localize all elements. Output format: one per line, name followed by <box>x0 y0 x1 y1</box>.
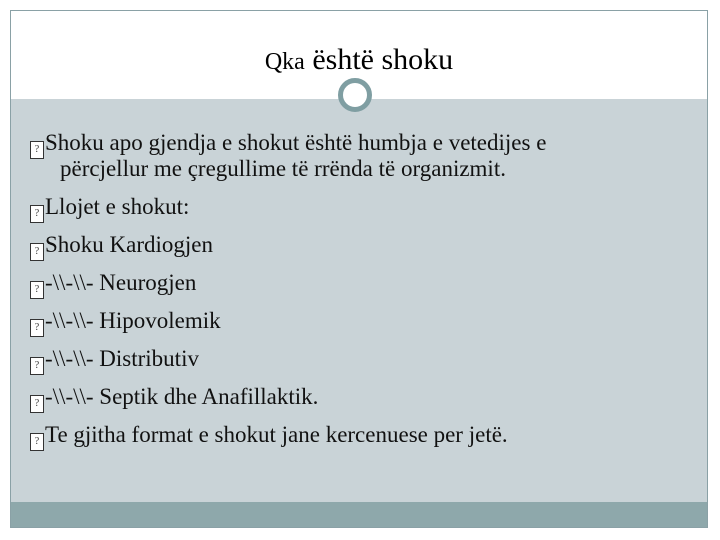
bottom-bar <box>11 502 707 527</box>
bullet-marker-icon: ? <box>30 243 44 261</box>
list-item: ? Llojet e shokut: <box>30 188 690 226</box>
bullet-marker-icon: ? <box>30 205 44 223</box>
circle-ornament-icon <box>338 78 372 112</box>
bullet-marker-icon: ? <box>30 281 44 299</box>
bullet-list <box>30 124 690 454</box>
list-item: ? -\\-\\- Distributiv <box>30 340 690 378</box>
list-item: ? Te gjitha format e shokut jane kercenuese per jetë. <box>30 416 690 454</box>
bullet-marker-icon: ? <box>30 433 44 451</box>
bullet-marker-icon: ? <box>30 141 44 159</box>
list-item: ? -\\-\\- Neurogjen <box>30 264 690 302</box>
bullet-marker-icon: ? <box>30 395 44 413</box>
list-item: ? Shoku Kardiogjen <box>30 226 690 264</box>
title-rest: është shoku <box>304 43 454 76</box>
title-prefix: Qka <box>264 49 305 75</box>
slide-title <box>11 45 707 75</box>
bullet-marker-icon: ? <box>30 319 44 337</box>
list-item: ? -\\-\\- Septik dhe Anafillaktik. <box>30 378 690 416</box>
list-item: ? Shoku apo gjendja e shokut është humbja e vetedijes e <box>30 124 690 162</box>
bullet-marker-icon: ? <box>30 357 44 375</box>
list-item: ? -\\-\\- Hipovolemik <box>30 302 690 340</box>
list-item-continuation: përcjellur me çregullime të rrënda të organizmit. <box>60 156 506 181</box>
